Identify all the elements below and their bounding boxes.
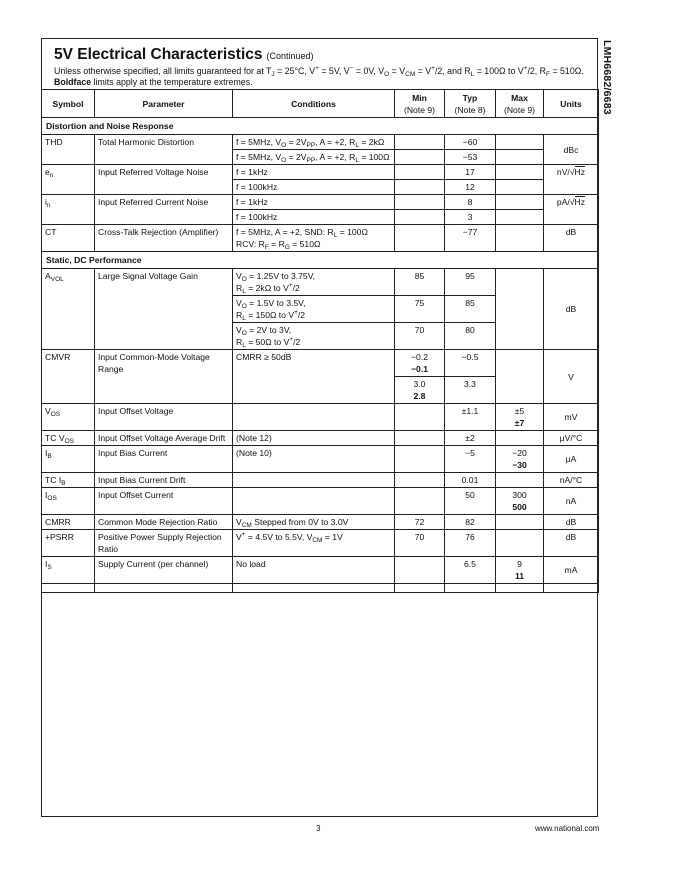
min-value: 70 [395,323,445,350]
parameter-cell: Supply Current (per channel) [95,557,233,584]
table-row [42,473,599,488]
typ-value: 80 [445,323,496,350]
symbol-cell: $e_n$ [42,165,95,195]
symbol-cell: CMVR [42,350,95,404]
table-row [42,530,599,557]
table-filler [42,584,599,593]
sqrt-icon: √ [569,197,575,207]
section-row: Distortion and Noise Response [42,118,599,135]
section-title: 5V Electrical Characteristics (Continued) [54,46,314,63]
units-cell: dB [544,515,599,530]
typ-value: 8 [445,195,496,210]
parameter-cell: Input Common-Mode Voltage Range [95,350,233,404]
typ-value: 85 [445,296,496,323]
table-row [42,350,599,377]
condition-cell: f = 5MHz, $V_O = 2V_{PP}$, A = +2, $R_L = 2k\Omega$ [233,135,395,150]
condition-cell: (Note 12) [233,431,395,446]
units-cell: mA [544,557,599,584]
typ-value: 76 [445,530,496,557]
symbol-cell: CMRR [42,515,95,530]
units-cell: V [544,350,599,404]
table-row [42,515,599,530]
parameter-cell: Input Bias Current Drift [95,473,233,488]
typ-value: −5 [445,446,496,473]
typ-value: 95 [445,269,496,296]
min-value: 70 [395,530,445,557]
section-header [54,46,594,88]
table-row [42,431,599,446]
sqrt-icon: √ [569,167,575,177]
parameter-cell: Positive Power Supply Rejection Ratio [95,530,233,557]
units-cell: dB [544,530,599,557]
parameter-cell: Cross-Talk Rejection (Amplifier) [95,225,233,252]
page-number: 3 [316,824,321,833]
condition-cell: $V_O = 1.25V$ to 3.75V, $R_L = 2k\Omega$ to V+/2 [233,269,395,296]
max-value: 9 11 [496,557,544,584]
parameter-cell: Total Harmonic Distortion [95,135,233,165]
parameter-cell: Input Referred Current Noise [95,195,233,225]
units-cell: mV [544,404,599,431]
symbol-cell: +PSRR [42,530,95,557]
footer-url: www.national.com [535,824,600,833]
symbol-cell: CT [42,225,95,252]
units-cell: μV/°C [544,431,599,446]
parameter-cell: Input Offset Voltage Average Drift [95,431,233,446]
parameter-cell: Common Mode Rejection Ratio [95,515,233,530]
col-conditions: Conditions [233,90,395,118]
table-header-row [42,90,599,118]
symbol-cell: $I_B$ [42,446,95,473]
symbol-cell: $V_{OS}$ [42,404,95,431]
parameter-cell: Input Referred Voltage Noise [95,165,233,195]
parameter-cell: Large Signal Voltage Gain [95,269,233,350]
table-row [42,269,599,296]
typ-value: ±1.1 [445,404,496,431]
col-symbol: Symbol [42,90,95,118]
symbol-cell: TC $V_{OS}$ [42,431,95,446]
condition-cell: V+ = 4.5V to 5.5V, $V_{CM} = 1V$ [233,530,395,557]
condition-cell: CMRR ≥ 50dB [233,350,395,404]
typ-value: 12 [445,180,496,195]
units-cell: pA/√Hz [544,195,599,225]
table-row [42,488,599,515]
condition-cell: $V_O = 2V$ to 3V, $R_L = 50\Omega$ to V+/2 [233,323,395,350]
col-units: Units [544,90,599,118]
part-number-label: LMH6682/6683 [601,40,613,115]
units-cell: μA [544,446,599,473]
typ-value: 82 [445,515,496,530]
max-value: 300 500 [496,488,544,515]
typ-value: 3 [445,210,496,225]
section-row: Static, DC Performance [42,252,599,269]
typ-value: −53 [445,150,496,165]
typ-value: ±2 [445,431,496,446]
test-conditions: Unless otherwise specified, all limits guaranteed for at $T_J = 25^\circ C$, V+ = 5V, V− = 0V, $V_O = V_{CM} = V^+/2$, and $R_L = 100\Omega$ to V+/2, $R_F = 510\Omega$. Boldface limits apply at the temperature extremes. [54,65,584,87]
spec-table [41,89,599,593]
col-typ: Typ (Note 8) [445,90,496,118]
condition-cell: f = 5MHz, $V_O = 2V_{PP}$, A = +2, $R_L = 100\Omega$ [233,150,395,165]
units-cell: dB [544,225,599,252]
symbol-cell: TC $I_B$ [42,473,95,488]
col-max: Max (Note 9) [496,90,544,118]
max-value: −20 −30 [496,446,544,473]
parameter-cell: Input Offset Voltage [95,404,233,431]
typ-value: −60 [445,135,496,150]
min-value: 75 [395,296,445,323]
condition-cell: f = 100kHz [233,180,395,195]
table-row [42,135,599,150]
min-value: 85 [395,269,445,296]
table-row [42,404,599,431]
typ-value: 3.3 [445,377,496,404]
typ-value: 6.5 [445,557,496,584]
condition-cell: f = 1kHz [233,195,395,210]
min-value: 72 [395,515,445,530]
units-cell: nA/°C [544,473,599,488]
condition-cell: (Note 10) [233,446,395,473]
condition-cell: f = 1kHz [233,165,395,180]
symbol-cell: $I_{OS}$ [42,488,95,515]
symbol-cell: THD [42,135,95,165]
table-row [42,557,599,584]
units-cell: nA [544,488,599,515]
condition-cell: $V_{CM}$ Stepped from 0V to 3.0V [233,515,395,530]
parameter-cell: Input Bias Current [95,446,233,473]
max-value: ±5 ±7 [496,404,544,431]
condition-cell: $V_O = 1.5V$ to 3.5V, $R_L = 150\Omega$ to V+/2 [233,296,395,323]
parameter-cell: Input Offset Current [95,488,233,515]
table-row [42,195,599,210]
units-cell: dBc [544,135,599,165]
condition-cell: No load [233,557,395,584]
condition-cell: f = 5MHz, A = +2, SND: $R_L = 100\Omega$ RCV: $R_F = R_G = 510\Omega$ [233,225,395,252]
col-parameter: Parameter [95,90,233,118]
symbol-cell: $A_{VOL}$ [42,269,95,350]
typ-value: −77 [445,225,496,252]
typ-value: −0.5 [445,350,496,377]
symbol-cell: $I_S$ [42,557,95,584]
typ-value: 0.01 [445,473,496,488]
continued-label: (Continued) [266,51,314,61]
col-min: Min (Note 9) [395,90,445,118]
symbol-cell: $i_n$ [42,195,95,225]
typ-value: 50 [445,488,496,515]
min-value: 3.0 2.8 [395,377,445,404]
table-row [42,446,599,473]
table-row [42,165,599,180]
units-cell: dB [544,269,599,350]
min-value: −0.2 −0.1 [395,350,445,377]
units-cell: nV/√Hz [544,165,599,195]
typ-value: 17 [445,165,496,180]
condition-cell: f = 100kHz [233,210,395,225]
table-row [42,225,599,252]
